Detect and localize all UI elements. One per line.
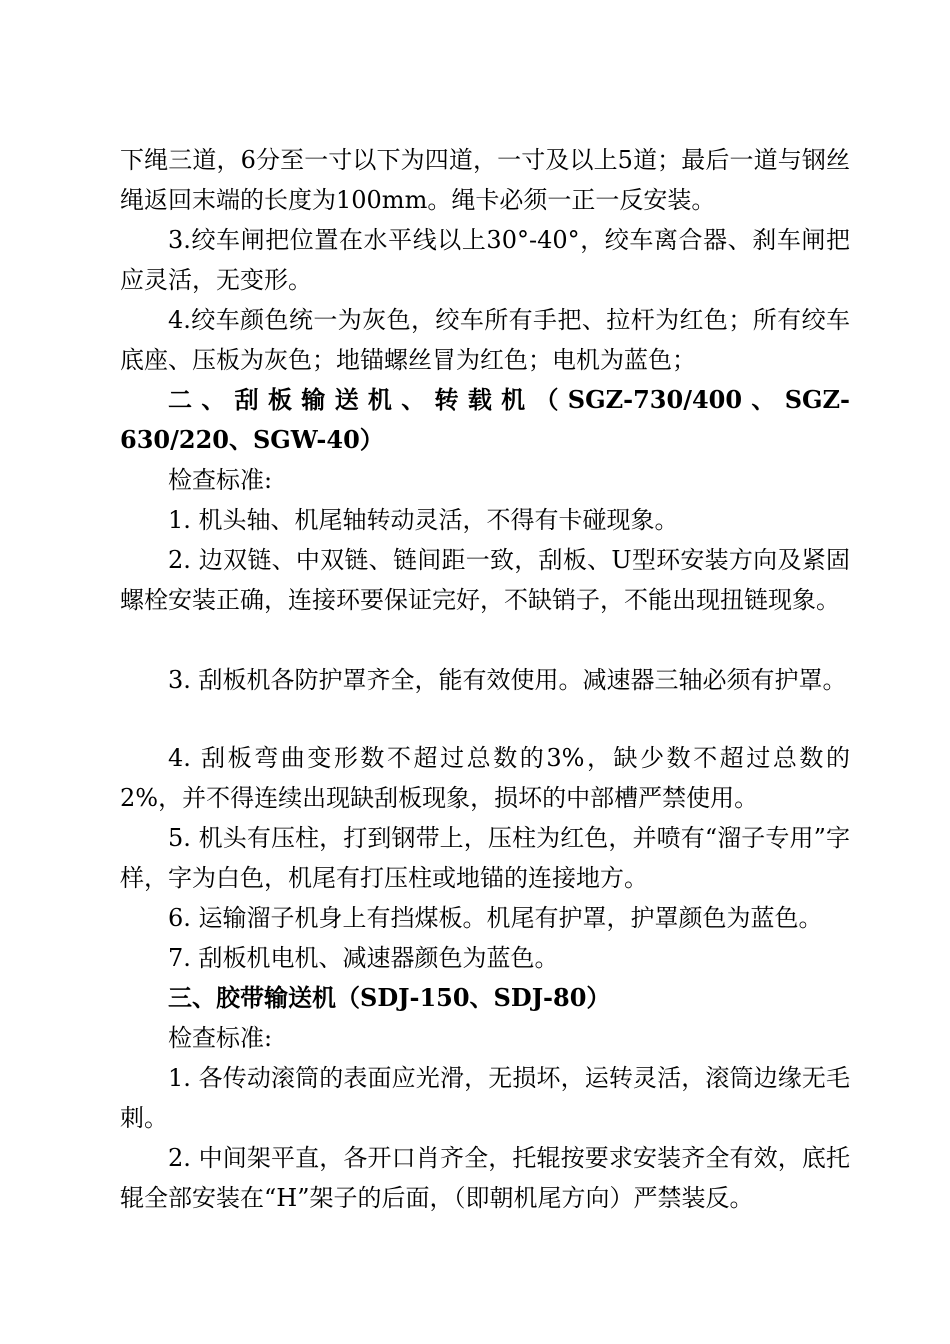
paragraph-scraper-3: 3. 刮板机各防护罩齐全，能有效使用。减速器三轴必须有护罩。 [168, 666, 847, 694]
paragraph-scraper-6: 6. 运输溜子机身上有挡煤板。机尾有护罩，护罩颜色为蓝色。 [168, 904, 823, 932]
paragraph-belt-2: 2. 中间架平直，各开口肖齐全，托辊按要求安装齐全有效，底托辊全部安装在“H”架子的后面，（即朝机尾方向）严禁装反。 [120, 1144, 850, 1212]
section-heading-scraper-conveyor: 二、刮板输送机、转载机（SGZ-730/400、SGZ-630/220、SGW-40） [120, 385, 850, 454]
label-inspection-standard: 检查标准: [168, 466, 273, 494]
paragraph-belt-1: 1. 各传动滚筒的表面应光滑，无损坏，运转灵活，滚筒边缘无毛刺。 [120, 1064, 850, 1132]
label-inspection-standard-2: 检查标准: [168, 1024, 273, 1052]
paragraph-scraper-5: 5. 机头有压柱，打到钢带上，压柱为红色，并喷有“溜子专用”字样，字为白色，机尾有打压柱或地锚的连接地方。 [120, 824, 850, 892]
section-heading-belt-conveyor: 三、胶带输送机（SDJ-150、SDJ-80） [168, 983, 611, 1012]
paragraph-scraper-4: 4. 刮板弯曲变形数不超过总数的3%，缺少数不超过总数的2%，并不得连续出现缺刮板现象，损坏的中部槽严禁使用。 [120, 744, 850, 812]
paragraph-winch-colors: 4.绞车颜色统一为灰色，绞车所有手把、拉杆为红色；所有绞车底座、压板为灰色；地锚螺丝冒为红色；电机为蓝色； [120, 306, 850, 374]
paragraph-rope-clamps: 下绳三道，6分至一寸以下为四道，一寸及以上5道；最后一道与钢丝绳返回末端的长度为100mm。绳卡必须一正一反安装。 [120, 146, 850, 214]
paragraph-scraper-7: 7. 刮板机电机、减速器颜色为蓝色。 [168, 944, 559, 972]
paragraph-scraper-1: 1. 机头轴、机尾轴转动灵活，不得有卡碰现象。 [168, 506, 679, 534]
paragraph-winch-brake: 3.绞车闸把位置在水平线以上30°-40°，绞车离合器、刹车闸把应灵活，无变形。 [120, 226, 850, 294]
paragraph-scraper-2: 2. 边双链、中双链、链间距一致，刮板、U型环安装方向及紧固螺栓安装正确，连接环要保证完好，不缺销子，不能出现扭链现象。 [120, 546, 850, 614]
